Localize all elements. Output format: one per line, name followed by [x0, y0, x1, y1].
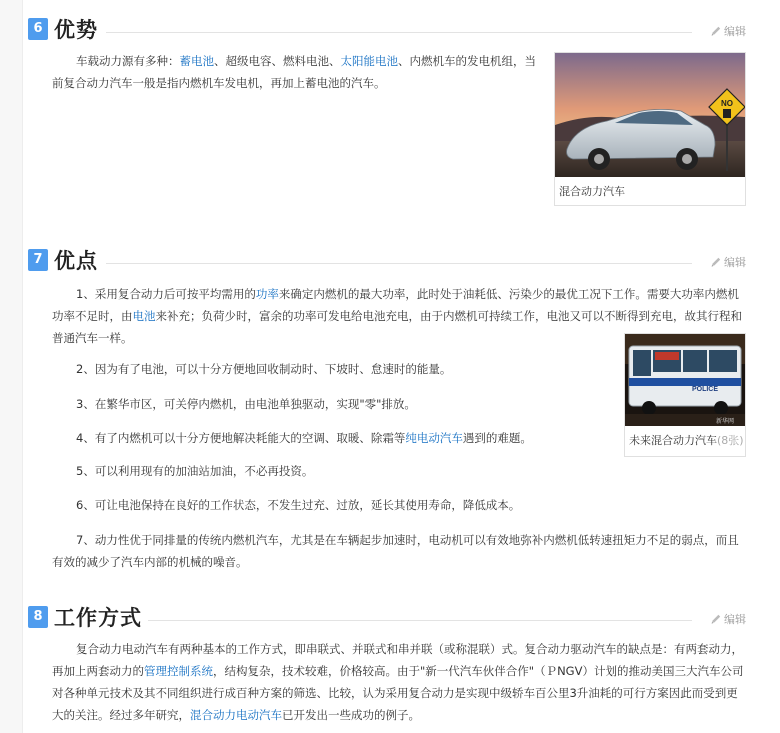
paragraph: 7、动力性优于同排量的传统内燃机汽车，尤其是在车辆起步加速时，电动机可以有效地弥补内燃机低转速扭矩力不足的弱点，而且有效的减少了汽车内部的机械的噪音。 [52, 533, 739, 569]
figure-caption [625, 426, 745, 448]
text: 、超级电容、燃料电池、 [214, 54, 341, 68]
edit-label: 编辑 [724, 256, 746, 269]
section-number: 8 [28, 606, 48, 628]
text: 已开发出一些成功的例子。 [282, 708, 420, 722]
hybrid-car-photo [555, 53, 745, 177]
image-count: (8张) [717, 434, 744, 447]
paragraph: 5、可以利用现有的加油站加油，不必再投资。 [76, 464, 314, 478]
text: 1、采用复合动力后可按平均需用的 [76, 287, 256, 301]
text: 、内燃机车的发电机组，当前复合动力汽车一般是指内燃机车发电机，再加上蓄电池的汽车。 [52, 54, 536, 90]
link-hybrid-electric-vehicle[interactable]: 混合动力电动汽车 [190, 708, 282, 722]
link-battery[interactable]: 蓄电池 [179, 54, 214, 68]
text: 遇到的难题。 [462, 431, 532, 445]
left-gutter [0, 0, 23, 733]
police-bus-photo [625, 334, 745, 426]
figure-caption: 混合动力汽车 [559, 185, 625, 198]
section-header [26, 12, 750, 52]
paragraph [52, 50, 536, 94]
paragraph: 6、可让电池保持在良好的工作状态，不发生过充、过放，延长其使用寿命，降低成本。 [76, 498, 521, 512]
watermark: 新华网 [715, 419, 735, 425]
section-header [26, 243, 750, 283]
text: 4、有了内燃机可以十分方便地解决耗能大的空调、取暖、除霜等 [76, 431, 406, 445]
link-power[interactable]: 功率 [255, 287, 279, 301]
section-divider [106, 263, 692, 264]
section-number: 7 [28, 249, 48, 271]
edit-link[interactable] [710, 23, 746, 39]
section-advantages [26, 12, 750, 52]
text: 来补充；负荷少时，富余的功率可发电给电池充电，由于内燃机可持续工作，电池又可以不断得到充电，故其行程和普通汽车一样。 [52, 309, 742, 345]
paragraph [52, 427, 612, 449]
police-text: POLICE [691, 386, 719, 393]
link-battery-2[interactable]: 电池 [132, 309, 156, 323]
link-pure-ev[interactable]: 纯电动汽车 [405, 431, 463, 445]
text: 复合动力电动汽车有两种基本的工作方式，即串联式、并联式和串并联（或称混联）式。复合动力驱动汽车的缺点是：有两套动力，再加上两套动力的 [52, 642, 743, 678]
edit-link[interactable] [710, 254, 746, 270]
pencil-icon [710, 256, 722, 268]
section-divider [148, 620, 692, 621]
link-solar-cell[interactable]: 太阳能电池 [340, 54, 398, 68]
link-management-control-system[interactable]: 管理控制系统 [144, 664, 213, 678]
text: 来确定内燃机的最大功率，此时处于油耗低、污染少的最优工况下工作。需要大功率内燃机功率不足时，由 [52, 287, 739, 323]
section-title: 优势 [54, 18, 98, 42]
sign-text: NO [721, 99, 733, 108]
section-divider [106, 32, 692, 33]
section-title: 优点 [54, 249, 98, 273]
pencil-icon [710, 25, 722, 37]
section-benefits [26, 243, 750, 283]
paragraph [52, 638, 744, 726]
edit-label: 编辑 [724, 613, 746, 626]
text: ，结构复杂，技术较难，价格较高。由于"新一代汽车伙伴合作"（ＰNGV）计划的推动美国三大汽车公司对各种单元技术及其不同组织进行成百种方案的筛选、比较，认为采用复合动力是实现中级轿车百公里3升油耗的可行方案因此而受到更大的关注。经过多年研究， [52, 664, 744, 722]
section-working-mode [26, 600, 750, 640]
section-number: 6 [28, 18, 48, 40]
pencil-icon [710, 613, 722, 625]
paragraph: 3、在繁华市区，可关停内燃机，由电池单独驱动，实现"零"排放。 [76, 397, 416, 411]
paragraph: 2、因为有了电池，可以十分方便地回收制动时、下坡时、怠速时的能量。 [76, 362, 452, 376]
section-header [26, 600, 750, 640]
figure-hybrid-car[interactable] [554, 52, 746, 206]
caption-text: 未来混合动力汽车 [629, 434, 717, 447]
section-title: 工作方式 [54, 606, 142, 630]
edit-link[interactable] [710, 611, 746, 627]
figure-future-hybrid[interactable] [624, 333, 746, 457]
edit-label: 编辑 [724, 25, 746, 38]
text: 车载动力源有多种： [76, 54, 180, 68]
